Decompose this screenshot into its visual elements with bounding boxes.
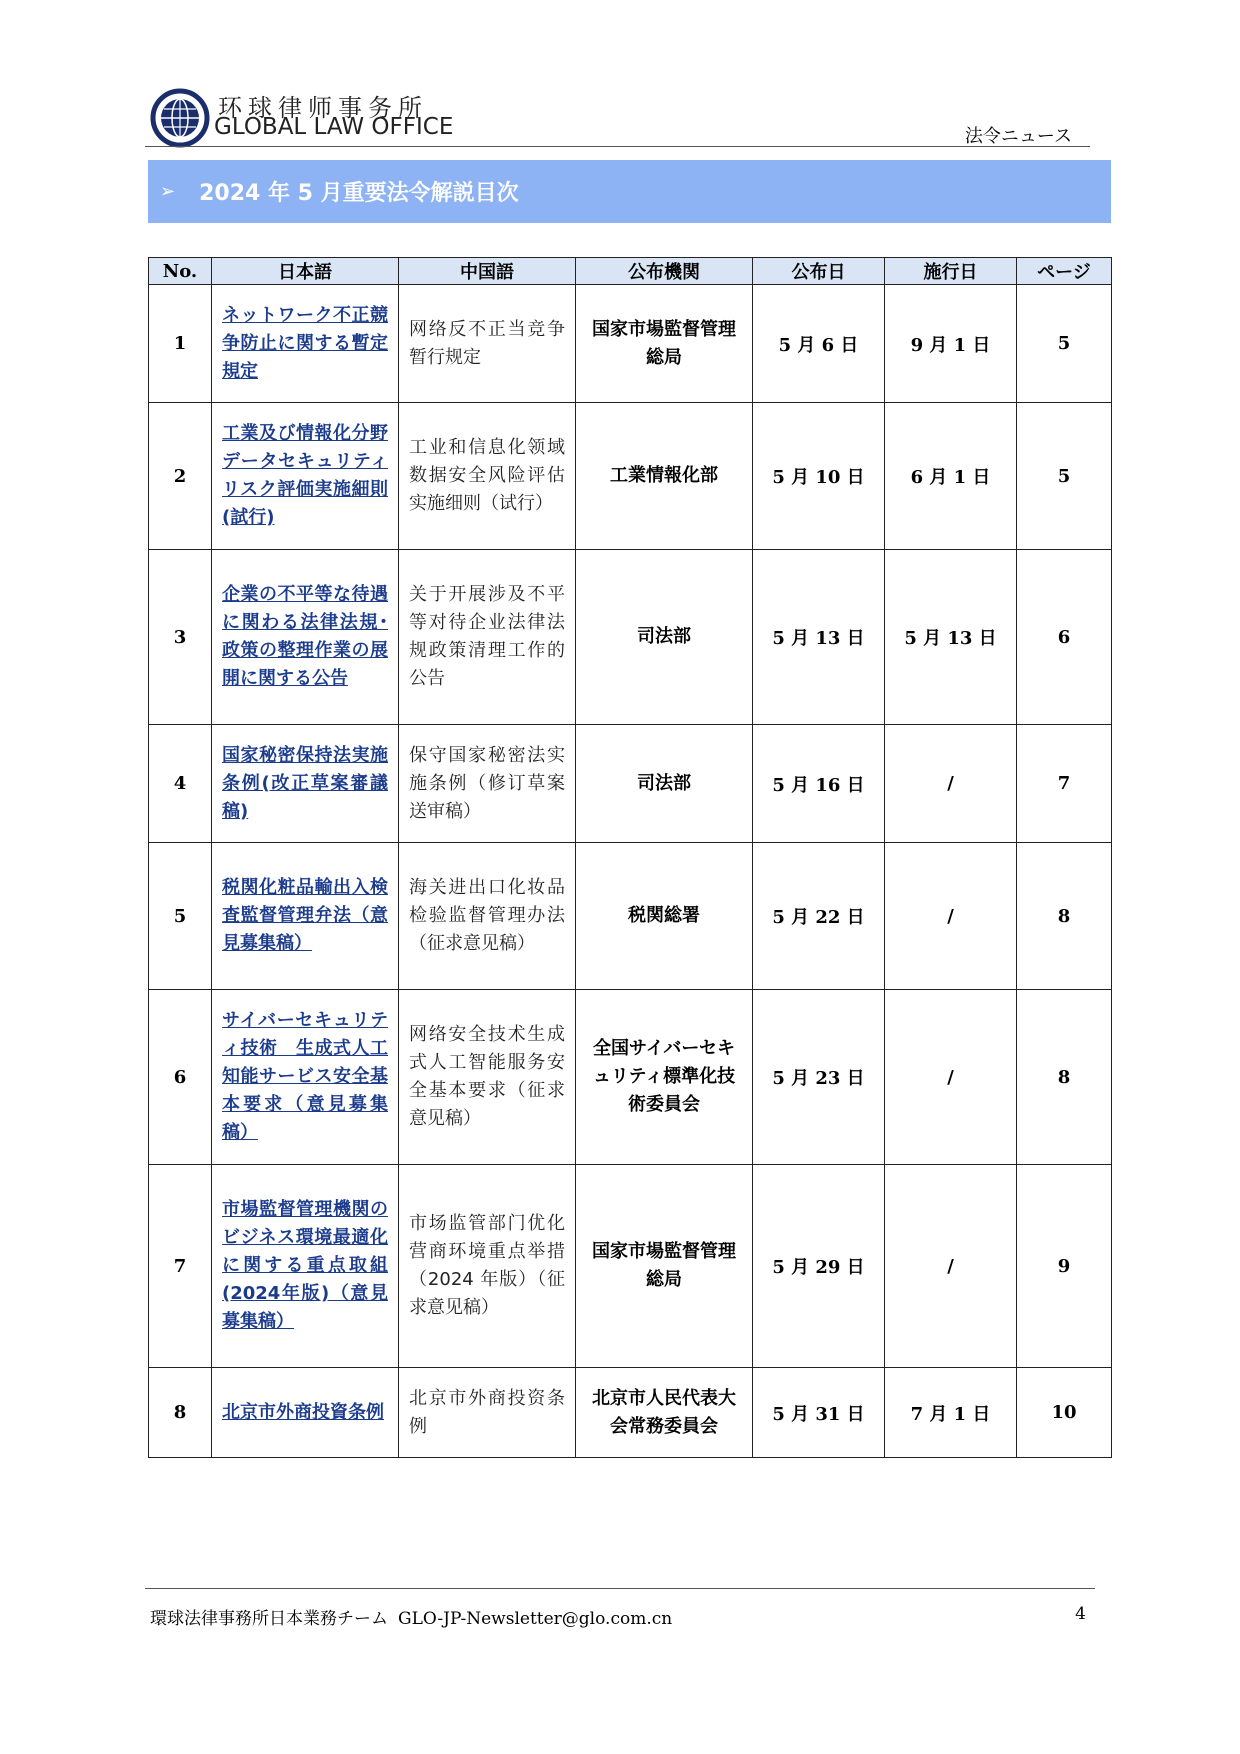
published-date: 5 月 16 日 — [753, 725, 885, 843]
chinese-title: 北京市外商投资条例 — [399, 1368, 576, 1458]
table-header-row — [149, 258, 1112, 285]
row-number: 8 — [149, 1368, 212, 1458]
issuing-agency: 司法部 — [576, 725, 753, 843]
header-effective: 施行日 — [885, 258, 1017, 285]
published-date: 5 月 22 日 — [753, 843, 885, 990]
page-number: 9 — [1017, 1165, 1112, 1368]
issuing-agency: 司法部 — [576, 550, 753, 725]
effective-date: / — [885, 990, 1017, 1165]
footer-contact — [150, 1604, 672, 1629]
table-row — [149, 1165, 1112, 1368]
japanese-title-link[interactable]: 企業の不平等な待遇に関わる法律法規･政策の整理作業の展開に関する公告 — [212, 550, 399, 725]
effective-date: / — [885, 1165, 1017, 1368]
logo-english-name: GLOBAL LAW OFFICE — [214, 114, 454, 140]
page-number: 8 — [1017, 990, 1112, 1165]
page-number: 5 — [1017, 403, 1112, 550]
issuing-agency: 税関総署 — [576, 843, 753, 990]
footer-email: GLO-JP-Newsletter@glo.com.cn — [398, 1609, 673, 1629]
row-number: 4 — [149, 725, 212, 843]
header-chinese: 中国語 — [399, 258, 576, 285]
table-row — [149, 550, 1112, 725]
header-published: 公布日 — [753, 258, 885, 285]
chinese-title: 关于开展涉及不平等对待企业法律法规政策清理工作的公告 — [399, 550, 576, 725]
header-agency: 公布機関 — [576, 258, 753, 285]
japanese-title-link[interactable]: ネットワーク不正競争防止に関する暫定規定 — [212, 285, 399, 403]
published-date: 5 月 10 日 — [753, 403, 885, 550]
effective-date: / — [885, 843, 1017, 990]
chinese-title: 网络安全技术生成式人工智能服务安全基本要求（征求意见稿） — [399, 990, 576, 1165]
contents-table — [148, 257, 1112, 1458]
published-date: 5 月 31 日 — [753, 1368, 885, 1458]
table-row — [149, 403, 1112, 550]
document-type: 法令ニュース — [964, 126, 1072, 147]
row-number: 2 — [149, 403, 212, 550]
effective-date: 7 月 1 日 — [885, 1368, 1017, 1458]
issuing-agency: 北京市人民代表大会常務委員会 — [576, 1368, 753, 1458]
published-date: 5 月 29 日 — [753, 1165, 885, 1368]
japanese-title-link[interactable]: 国家秘密保持法実施条例(改正草案審議稿) — [212, 725, 399, 843]
japanese-title-link[interactable]: サイバーセキュリティ技術 生成式人工知能サービス安全基本要求（意見募集稿） — [212, 990, 399, 1165]
table-row — [149, 843, 1112, 990]
effective-date: / — [885, 725, 1017, 843]
chinese-title: 工业和信息化领域数据安全风险评估实施细则（试行） — [399, 403, 576, 550]
issuing-agency: 国家市場監督管理総局 — [576, 285, 753, 403]
published-date: 5 月 6 日 — [753, 285, 885, 403]
published-date: 5 月 13 日 — [753, 550, 885, 725]
japanese-title-link[interactable]: 市場監督管理機関のビジネス環境最適化に関する重点取組(2024年版)（意見募集稿） — [212, 1165, 399, 1368]
page-number: 10 — [1017, 1368, 1112, 1458]
table-row — [149, 725, 1112, 843]
page-number: 8 — [1017, 843, 1112, 990]
japanese-title-link[interactable]: 北京市外商投資条例 — [212, 1368, 399, 1458]
footer-divider — [145, 1588, 1095, 1589]
section-banner — [148, 160, 1111, 223]
header-japanese: 日本語 — [212, 258, 399, 285]
chinese-title: 海关进出口化妆品检验监督管理办法（征求意见稿） — [399, 843, 576, 990]
footer-page-number: 4 — [1075, 1604, 1086, 1624]
page-number: 5 — [1017, 285, 1112, 403]
arrow-bullet-icon: ➢ — [160, 181, 176, 202]
chinese-title: 网络反不正当竞争暂行规定 — [399, 285, 576, 403]
chinese-title: 市场监管部门优化营商环境重点举措（2024 年版）（征求意见稿） — [399, 1165, 576, 1368]
row-number: 5 — [149, 843, 212, 990]
page-number: 6 — [1017, 550, 1112, 725]
issuing-agency: 全国サイバーセキュリティ標準化技術委員会 — [576, 990, 753, 1165]
logo-chinese-name: 环球律师事务所 — [218, 94, 428, 122]
japanese-title-link[interactable]: 税関化粧品輸出入検査監督管理弁法（意見募集稿） — [212, 843, 399, 990]
global-law-office-logo — [150, 88, 210, 148]
page-number: 7 — [1017, 725, 1112, 843]
row-number: 3 — [149, 550, 212, 725]
row-number: 7 — [149, 1165, 212, 1368]
published-date: 5 月 23 日 — [753, 990, 885, 1165]
row-number: 1 — [149, 285, 212, 403]
table-row — [149, 285, 1112, 403]
section-title: 2024 年 5 月重要法令解説目次 — [199, 181, 519, 206]
chinese-title: 保守国家秘密法实施条例（修订草案送审稿） — [399, 725, 576, 843]
japanese-title-link[interactable]: 工業及び情報化分野データセキュリティリスク評価実施細則(試行) — [212, 403, 399, 550]
effective-date: 6 月 1 日 — [885, 403, 1017, 550]
header-no: No. — [149, 258, 212, 285]
footer-team-name: 環球法律事務所日本業務チーム — [150, 1609, 388, 1629]
header-divider — [145, 146, 1090, 147]
table-row — [149, 990, 1112, 1165]
table-row — [149, 1368, 1112, 1458]
effective-date: 5 月 13 日 — [885, 550, 1017, 725]
issuing-agency: 国家市場監督管理総局 — [576, 1165, 753, 1368]
issuing-agency: 工業情報化部 — [576, 403, 753, 550]
row-number: 6 — [149, 990, 212, 1165]
effective-date: 9 月 1 日 — [885, 285, 1017, 403]
header-page: ページ — [1017, 258, 1112, 285]
